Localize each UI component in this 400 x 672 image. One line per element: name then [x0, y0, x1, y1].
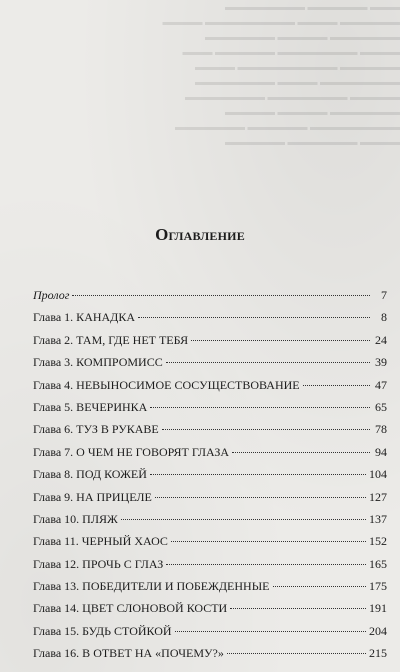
- dot-leader: [121, 519, 366, 520]
- toc-entry-title: Глава 16. В ОТВЕТ НА «ПОЧЕМУ?»: [33, 646, 224, 661]
- toc-entry-page: 47: [375, 377, 387, 392]
- toc-entry: [33, 601, 387, 623]
- toc-entry-page: 104: [369, 467, 387, 482]
- dot-leader: [175, 631, 366, 632]
- toc-entry-page: 7: [381, 288, 387, 302]
- toc-entry-page: 175: [369, 579, 387, 594]
- toc-entry: [33, 310, 387, 332]
- toc-entry: [33, 288, 387, 310]
- toc-entry-title: Глава 8. ПОД КОЖЕЙ: [33, 467, 147, 482]
- toc-entry-title: Глава 7. О ЧЕМ НЕ ГОВОРЯТ ГЛАЗА: [33, 444, 230, 459]
- table-of-contents: [33, 288, 387, 669]
- toc-entry-title: Глава 4. НЕВЫНОСИМОЕ СОСУЩЕСТВОВАНИЕ: [33, 377, 300, 392]
- toc-entry-title: Глава 6. ТУЗ В РУКАВЕ: [33, 422, 159, 437]
- toc-entry-title: Глава 9. НА ПРИЦЕЛЕ: [33, 489, 152, 504]
- toc-entry-title: Глава 15. БУДЬ СТОЙКОЙ: [33, 623, 172, 638]
- toc-entry: [33, 378, 387, 400]
- toc-entry-page: 137: [369, 511, 387, 526]
- toc-entry: [33, 534, 387, 556]
- dot-leader: [162, 429, 370, 430]
- toc-entry: [33, 579, 387, 601]
- toc-entry: [33, 400, 387, 422]
- toc-entry-page: 65: [375, 399, 387, 414]
- toc-entry-title: Глава 1. КАНАДКА: [33, 310, 136, 325]
- toc-entry: [33, 467, 387, 489]
- dot-leader: [230, 608, 366, 609]
- toc-entry: [33, 490, 387, 512]
- toc-entry-title: Глава 3. КОМПРОМИСС: [33, 355, 163, 370]
- toc-entry-title: Глава 11. ЧЕРНЫЙ ХАОС: [33, 534, 168, 549]
- toc-entry-title: Глава 14. ЦВЕТ СЛОНОВОЙ КОСТИ: [33, 601, 228, 616]
- toc-entry-page: 191: [369, 601, 387, 616]
- dot-leader: [138, 317, 370, 318]
- toc-entry-title: Глава 5. ВЕЧЕРИНКА: [33, 399, 148, 414]
- toc-entry-page: 215: [369, 646, 387, 661]
- toc-entry: [33, 646, 387, 668]
- toc-entry-page: 127: [369, 489, 387, 504]
- toc-entry-page: 94: [375, 444, 387, 459]
- dot-leader: [166, 564, 366, 565]
- toc-entry: [33, 422, 387, 444]
- dot-leader: [150, 407, 370, 408]
- dot-leader: [191, 340, 370, 341]
- toc-entry: [33, 355, 387, 377]
- toc-entry-title: Глава 12. ПРОЧЬ С ГЛАЗ: [33, 556, 164, 571]
- dot-leader: [171, 541, 366, 542]
- toc-entry-page: 152: [369, 534, 387, 549]
- dot-leader: [150, 474, 366, 475]
- toc-entry: [33, 333, 387, 355]
- toc-entry: [33, 557, 387, 579]
- dot-leader: [303, 385, 370, 386]
- toc-entry-page: 39: [375, 355, 387, 370]
- dot-leader: [72, 295, 370, 296]
- toc-entry: [33, 512, 387, 534]
- dot-leader: [155, 497, 366, 498]
- toc-entry-page: 24: [375, 332, 387, 347]
- show-through-text: ▬▬▬ ▬▬▬▬▬▬ ▬▬▬▬▬▬▬▬ ▬▬▬▬▬▬ ▬▬▬▬ ▬▬▬▬▬▬▬▬▬ ▬▬▬▬ ▬▬▬▬▬▬▬ ▬▬▬▬▬ ▬▬▬▬▬▬▬ ▬▬▬▬ ▬▬▬▬▬▬▬▬ ▬▬▬▬▬▬ ▬▬▬ ▬▬▬▬▬▬ ▬▬▬▬▬▬▬▬▬▬ ▬▬▬▬ ▬▬▬▬▬▬▬▬ ▬▬▬▬ ▬▬▬▬▬▬▬▬ ▬▬▬▬▬ ▬▬▬▬▬▬▬▬ ▬▬▬▬▬▬▬▬ ▬▬▬▬▬▬▬ ▬▬▬▬▬ ▬▬▬▬▬ ▬▬▬▬▬▬▬▬▬ ▬▬▬▬▬▬ ▬▬▬▬▬▬▬ ▬▬▬▬ ▬▬▬▬▬▬▬ ▬▬▬▬▬▬: [162, 2, 400, 148]
- toc-entry-title: Глава 13. ПОБЕДИТЕЛИ И ПОБЕЖДЕННЫЕ: [33, 579, 270, 594]
- toc-entry-page: 78: [375, 422, 387, 437]
- toc-entry-title: Глава 10. ПЛЯЖ: [33, 511, 118, 526]
- dot-leader: [227, 653, 366, 654]
- toc-entry-page: 165: [369, 556, 387, 571]
- toc-entry: [33, 445, 387, 467]
- toc-entry: [33, 624, 387, 646]
- toc-entry-title: Глава 2. ТАМ, ГДЕ НЕТ ТЕБЯ: [33, 332, 189, 347]
- toc-entry-page: 8: [381, 310, 387, 325]
- page-title: Оглавление: [155, 225, 245, 245]
- toc-entry-title: Пролог: [33, 288, 70, 302]
- toc-entry-page: 204: [369, 623, 387, 638]
- dot-leader: [166, 362, 370, 363]
- dot-leader: [232, 452, 370, 453]
- dot-leader: [273, 586, 366, 587]
